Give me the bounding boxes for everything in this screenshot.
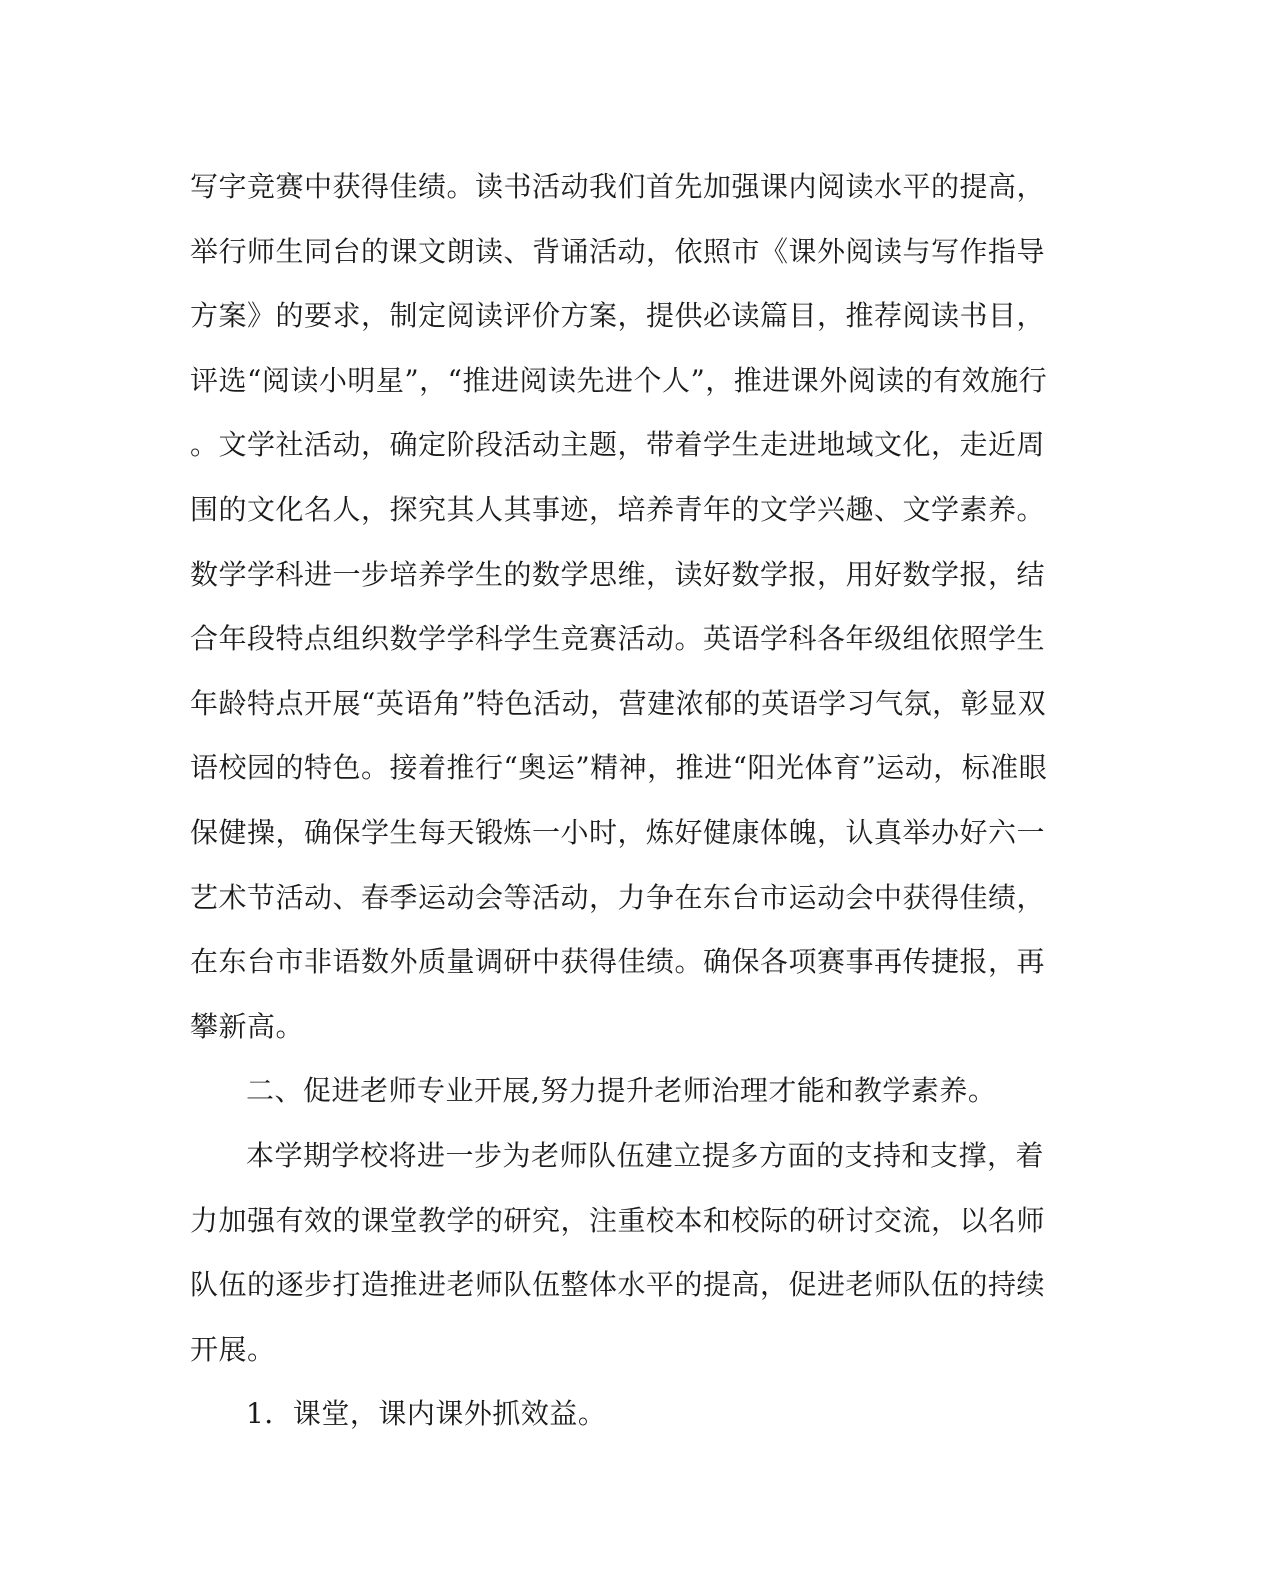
text-line: 保健操，确保学生每天锻炼一小时，炼好健康体魄，认真举办好六一 <box>190 815 1046 849</box>
document-body <box>190 155 1050 1447</box>
text-line: 攀新高。 <box>190 1009 305 1043</box>
text-line: 本学期学校将进一步为老师队伍建立提多方面的支持和支撑，着 <box>246 1138 1045 1172</box>
section-heading: 二、促进老师专业开展,努力提升老师治理才能和教学素养。 <box>246 1074 997 1108</box>
text-line: 力加强有效的课堂教学的研究，注重校本和校际的研讨交流，以名师 <box>190 1203 1046 1237</box>
text-line: 举行师生同台的课文朗读、背诵活动，依照市《课外阅读与写作指导 <box>190 234 1046 268</box>
text-line: 评选“阅读小明星”，“推进阅读先进个人”，推进课外阅读的有效施行 <box>190 363 1048 397</box>
text-line: 在东台市非语数外质量调研中获得佳绩。确保各项赛事再传捷报，再 <box>190 945 1046 979</box>
text-line: 合年段特点组织数学学科学生竞赛活动。英语学科各年级组依照学生 <box>190 622 1046 656</box>
list-item-heading: 1．课堂，课内课外抓效益。 <box>246 1397 607 1431</box>
text-line: 语校园的特色。接着推行“奥运”精神，推进“阳光体育”运动，标准眼 <box>190 751 1048 785</box>
text-line: 写字竞赛中获得佳绩。读书活动我们首先加强课内阅读水平的提高， <box>190 170 1046 203</box>
text-line: 艺术节活动、春季运动会等活动，力争在东台市运动会中获得佳绩， <box>190 880 1046 914</box>
text-line: 数学学科进一步培养学生的数学思维，读好数学报，用好数学报，结 <box>190 557 1046 591</box>
text-line: 开展。 <box>190 1332 276 1366</box>
text-line: 年龄特点开展“英语角”特色活动，营建浓郁的英语学习气氛，彰显双 <box>190 686 1047 720</box>
text-line: 。文学社活动，确定阶段活动主题，带着学生走进地域文化，走近周 <box>190 428 1046 462</box>
text-line: 方案》的要求，制定阅读评价方案，提供必读篇目，推荐阅读书目， <box>190 299 1046 333</box>
text-line: 围的文化名人，探究其人其事迹，培养青年的文学兴趣、文学素养。 <box>190 492 1046 526</box>
text-line: 队伍的逐步打造推进老师队伍整体水平的提高，促进老师队伍的持续 <box>190 1268 1046 1302</box>
